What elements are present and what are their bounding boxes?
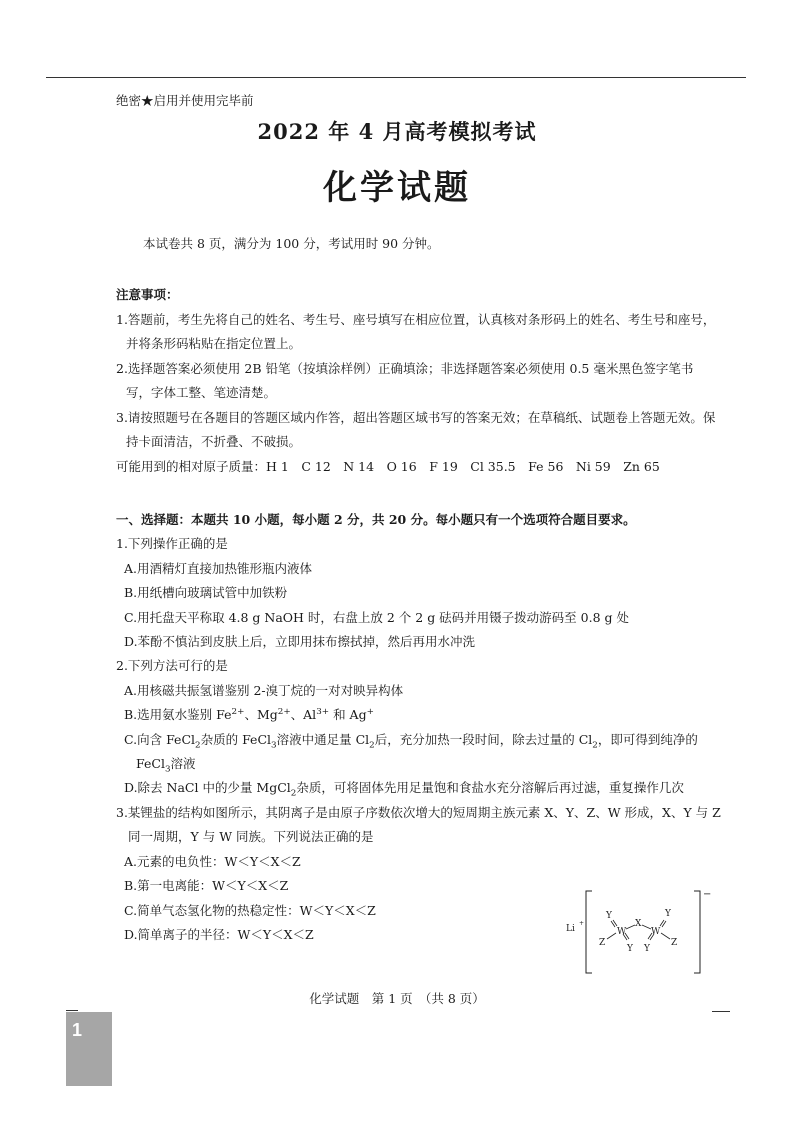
text-run: 后，充分加热一段时间，除去过量的 Cl: [374, 731, 593, 747]
question-2-stem: 2.下列方法可行的是: [116, 658, 228, 674]
note-item: 1.答题前，考生先将自己的姓名、考生号、座号填写在相应位置，认真核对条形码上的姓名、考生号和座号，并将条形码粘贴在指定位置上。: [116, 311, 716, 351]
exam-intro: 本试卷共 8 页，满分为 100 分，考试用时 90 分钟。: [143, 236, 440, 251]
text-run: 溶液中通足量 Cl: [276, 731, 370, 747]
page-number: 1: [72, 1020, 83, 1040]
question-1-option-a: A.用酒精灯直接加热锥形瓶内液体: [124, 560, 313, 576]
subscript: 2: [195, 740, 201, 751]
bracket-right: [694, 891, 700, 973]
charge-superscript: +: [366, 707, 374, 718]
charge-superscript: 2+: [277, 707, 291, 718]
structure-cation-charge: +: [579, 920, 585, 927]
question-3-option-a: A.元素的电负性：W＜Y＜X＜Z: [124, 853, 301, 869]
atom-x: X: [635, 919, 642, 929]
charge-superscript: 3+: [316, 707, 330, 718]
question-2-option-a: A.用核磁共振氢谱鉴别 2-溴丁烷的一对对映异构体: [124, 682, 404, 698]
atom-y: Y: [627, 944, 633, 954]
text-run: 杂质的 FeCl: [200, 731, 272, 747]
subscript: 3: [164, 764, 171, 775]
atom-w: W: [617, 927, 627, 937]
question-2-option-d: [116, 776, 726, 800]
subscript: 2: [290, 788, 297, 799]
subscript: 3: [271, 740, 277, 751]
question-1-option-b: B.用纸槽向玻璃试管中加铁粉: [124, 585, 288, 601]
question-3-stem: 3.某锂盐的结构如图所示，其阴离子是由原子序数依次增大的短周期主族元素 X、Y、Z、W 形成，X、Y 与 Z 同一周期，Y 与 W 同族。下列说法正确的是: [116, 804, 721, 845]
note-item: 2.选择题答案必须使用 2B 铅笔（按填涂样例）正确填涂；非选择题答案必须使用 0.5 毫米黑色签字笔书写，字体工整、笔迹清楚。: [116, 360, 694, 400]
badge-rule: [66, 1010, 78, 1011]
bracket-left: [586, 891, 592, 973]
question-1-option-c: C.用托盘天平称取 4.8 g NaOH 时，右盘上放 2 个 2 g 砝码并用镊子拨动游码至 0.8 g 处: [124, 609, 629, 625]
text-run: 杂质，可将固体先用足量饱和食盐水充分溶解后再过滤，重复操作几次: [296, 780, 684, 796]
subject-title: 化学试题: [323, 168, 471, 208]
text-run: 溶液: [170, 756, 196, 772]
question-1-option-d: D.苯酚不慎沾到皮肤上后，立即用抹布擦拭掉，然后再用水冲洗: [124, 634, 476, 650]
confidential-label: 绝密★启用并使用完毕前: [116, 93, 254, 108]
text-run: ，即可得到纯净的 FeCl: [136, 731, 698, 772]
text-run: B.选用氨水鉴别 Fe: [124, 707, 232, 723]
atom-z: Z: [671, 938, 678, 948]
atom-y: Y: [644, 944, 650, 954]
lithium-salt-structure: [566, 887, 716, 977]
text-run: 和 Ag: [329, 707, 367, 723]
text-run: D.除去 NaCl 中的少量 MgCl: [124, 780, 291, 796]
text-run: 、Al: [290, 707, 317, 723]
question-3-option-c: C.简单气态氢化物的热稳定性：W＜Y＜X＜Z: [124, 902, 376, 918]
section-multiple-choice: [116, 508, 726, 947]
footer-dash: [712, 1011, 730, 1012]
question-2-option-b: [116, 703, 726, 727]
atom-y: Y: [665, 909, 671, 919]
notes-title: 注意事项：: [116, 287, 179, 302]
page-number-badge: [66, 1012, 112, 1086]
subscript: 2: [592, 740, 598, 751]
atom-z: Z: [599, 938, 606, 948]
note-item: 3.请按照题号在各题目的答题区域内作答，超出答题区域书写的答案无效；在草稿纸、试题卷上答题无效。保持卡面清洁，不折叠、不破损。: [116, 409, 716, 449]
text-run: C.向含 FeCl: [124, 731, 196, 747]
question-3-option-d: D.简单离子的半径：W＜Y＜X＜Z: [124, 926, 314, 942]
atom-y: Y: [606, 911, 612, 921]
atomic-masses: 可能用到的相对原子质量：H 1 C 12 N 14 O 16 F 19 Cl 35.5 Fe 56 Ni 59 Zn 65: [116, 458, 660, 474]
exam-title: 2022 年 4 月高考模拟考试: [257, 119, 537, 144]
subscript: 2: [369, 740, 375, 751]
structure-anion-charge: −: [703, 889, 712, 900]
atom-w: W: [651, 927, 661, 937]
question-2-option-c: [116, 728, 726, 777]
section-heading: 一、选择题：本题共 10 小题，每小题 2 分，共 20 分。每小题只有一个选项符合题目要求。: [116, 512, 636, 527]
text-run: 、Mg: [244, 707, 278, 723]
notes-block: [116, 283, 716, 479]
structure-cation: Li: [566, 924, 575, 934]
top-rule: [46, 77, 746, 78]
page-footer: 化学试题 第 1 页 （共 8 页）: [309, 991, 485, 1006]
question-3-option-b: B.第一电离能：W＜Y＜X＜Z: [124, 878, 289, 894]
question-1-stem: 1.下列操作正确的是: [116, 536, 228, 552]
charge-superscript: 2+: [231, 707, 245, 718]
